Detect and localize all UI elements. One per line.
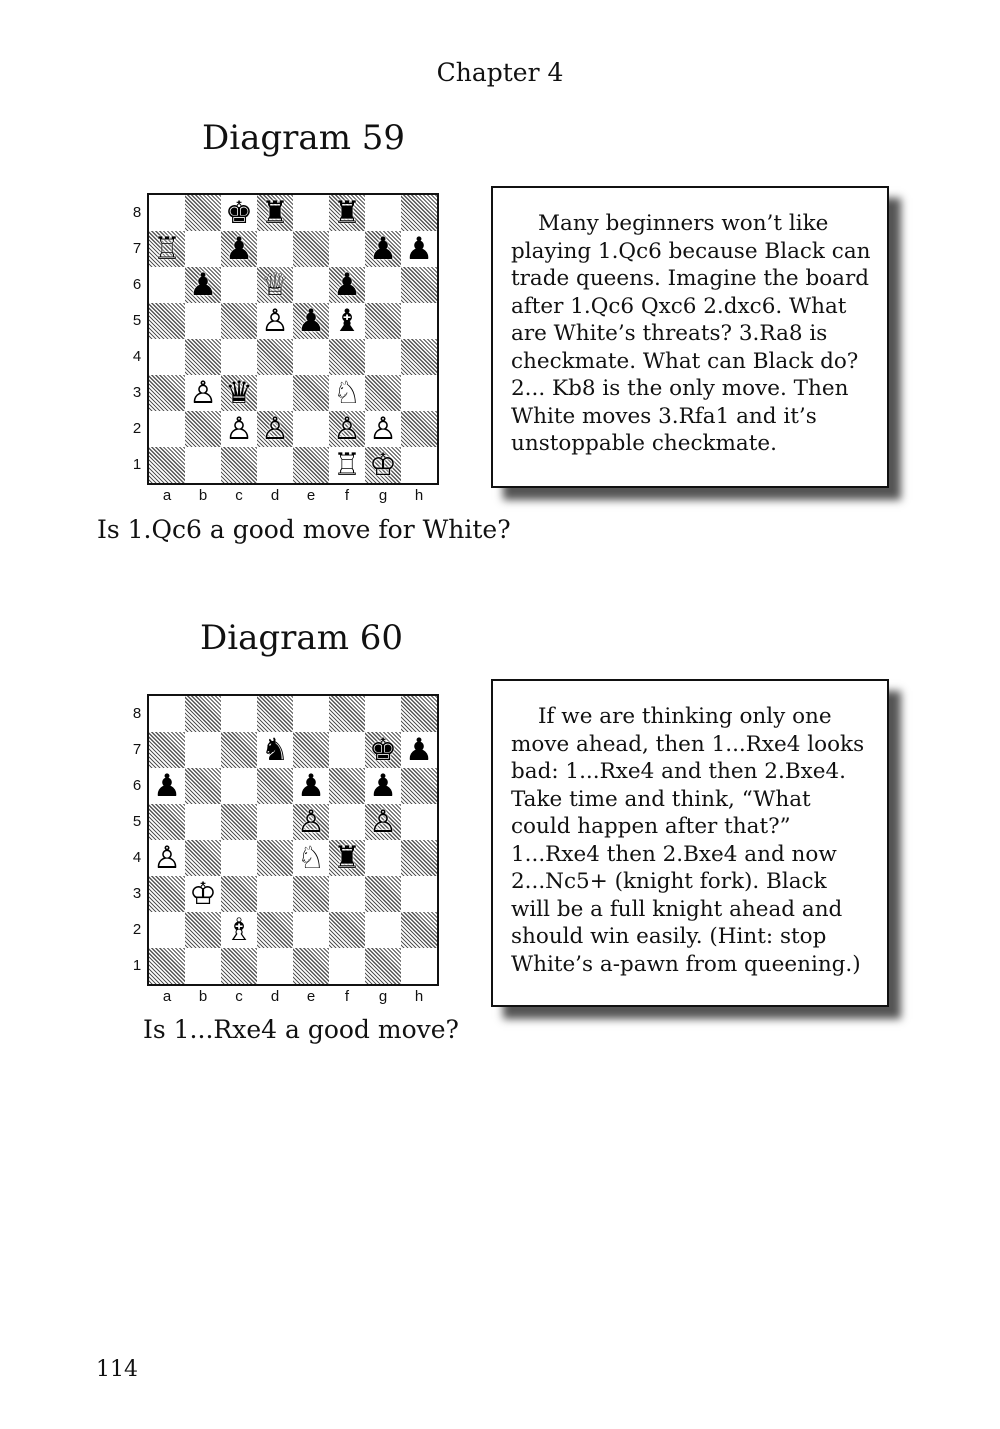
white-knight-icon: ♘ bbox=[333, 375, 361, 411]
square-e2 bbox=[293, 411, 329, 447]
square-f6 bbox=[329, 267, 365, 303]
square-a4 bbox=[149, 840, 185, 876]
black-rook-icon: ♜ bbox=[261, 195, 289, 231]
square-d5 bbox=[257, 804, 293, 840]
chess-board bbox=[147, 193, 439, 485]
square-e6 bbox=[293, 267, 329, 303]
square-e5 bbox=[293, 804, 329, 840]
square-c5 bbox=[221, 303, 257, 339]
rank-label: 6 bbox=[132, 777, 142, 794]
square-b2 bbox=[185, 912, 221, 948]
square-f3 bbox=[329, 375, 365, 411]
square-g7 bbox=[365, 231, 401, 267]
square-c3 bbox=[221, 375, 257, 411]
file-label: c bbox=[235, 487, 243, 504]
square-a8 bbox=[149, 195, 185, 231]
black-bishop-icon: ♝ bbox=[333, 303, 361, 339]
rank-label: 8 bbox=[132, 204, 142, 221]
square-h3 bbox=[401, 375, 437, 411]
file-label: c bbox=[235, 988, 243, 1005]
file-label: e bbox=[306, 988, 316, 1005]
square-d1 bbox=[257, 447, 293, 483]
square-g7 bbox=[365, 732, 401, 768]
rank-label: 3 bbox=[132, 885, 142, 902]
white-pawn-icon: ♙ bbox=[369, 411, 397, 447]
square-h8 bbox=[401, 195, 437, 231]
square-e1 bbox=[293, 948, 329, 984]
square-b2 bbox=[185, 411, 221, 447]
square-b5 bbox=[185, 303, 221, 339]
square-b8 bbox=[185, 696, 221, 732]
commentary-box bbox=[491, 186, 889, 488]
square-e3 bbox=[293, 876, 329, 912]
square-a1 bbox=[149, 447, 185, 483]
black-pawn-icon: ♟ bbox=[369, 768, 397, 804]
square-g5 bbox=[365, 303, 401, 339]
square-e7 bbox=[293, 231, 329, 267]
rank-label: 1 bbox=[132, 456, 142, 473]
file-label: d bbox=[270, 988, 280, 1005]
file-label: a bbox=[162, 988, 172, 1005]
square-d8 bbox=[257, 696, 293, 732]
square-c5 bbox=[221, 804, 257, 840]
square-c7 bbox=[221, 231, 257, 267]
square-c8 bbox=[221, 195, 257, 231]
file-label: f bbox=[344, 988, 350, 1005]
square-e2 bbox=[293, 912, 329, 948]
square-a7 bbox=[149, 231, 185, 267]
square-h2 bbox=[401, 411, 437, 447]
square-f2 bbox=[329, 411, 365, 447]
square-b8 bbox=[185, 195, 221, 231]
diagram-question: Is 1...Rxe4 a good move? bbox=[143, 1015, 459, 1044]
square-a6 bbox=[149, 768, 185, 804]
commentary-box bbox=[491, 679, 889, 1007]
white-pawn-icon: ♙ bbox=[297, 804, 325, 840]
file-label: a bbox=[162, 487, 172, 504]
file-label: f bbox=[344, 487, 350, 504]
square-a5 bbox=[149, 804, 185, 840]
square-c3 bbox=[221, 876, 257, 912]
black-pawn-icon: ♟ bbox=[153, 768, 181, 804]
square-h4 bbox=[401, 339, 437, 375]
black-pawn-icon: ♟ bbox=[297, 303, 325, 339]
square-h5 bbox=[401, 303, 437, 339]
rank-label: 5 bbox=[132, 813, 142, 830]
white-king-icon: ♔ bbox=[189, 876, 217, 912]
page-number: 114 bbox=[96, 1357, 138, 1382]
square-c1 bbox=[221, 948, 257, 984]
square-h5 bbox=[401, 804, 437, 840]
square-c1 bbox=[221, 447, 257, 483]
square-e6 bbox=[293, 768, 329, 804]
square-b1 bbox=[185, 948, 221, 984]
black-rook-icon: ♜ bbox=[333, 195, 361, 231]
square-b3 bbox=[185, 876, 221, 912]
file-label: g bbox=[378, 988, 388, 1005]
square-h1 bbox=[401, 948, 437, 984]
rank-label: 2 bbox=[132, 420, 142, 437]
square-g8 bbox=[365, 195, 401, 231]
black-queen-icon: ♛ bbox=[225, 375, 253, 411]
square-a8 bbox=[149, 696, 185, 732]
white-pawn-icon: ♙ bbox=[261, 411, 289, 447]
square-d7 bbox=[257, 231, 293, 267]
square-g3 bbox=[365, 876, 401, 912]
black-rook-icon: ♜ bbox=[333, 840, 361, 876]
square-h7 bbox=[401, 231, 437, 267]
rank-label: 8 bbox=[132, 705, 142, 722]
square-d3 bbox=[257, 876, 293, 912]
square-c2 bbox=[221, 411, 257, 447]
square-f8 bbox=[329, 696, 365, 732]
white-pawn-icon: ♙ bbox=[261, 303, 289, 339]
square-d4 bbox=[257, 339, 293, 375]
white-pawn-icon: ♙ bbox=[369, 804, 397, 840]
black-pawn-icon: ♟ bbox=[225, 231, 253, 267]
rank-label: 7 bbox=[132, 240, 142, 257]
square-f2 bbox=[329, 912, 365, 948]
square-b4 bbox=[185, 339, 221, 375]
square-d4 bbox=[257, 840, 293, 876]
file-label: h bbox=[414, 487, 424, 504]
square-e8 bbox=[293, 696, 329, 732]
rank-label: 3 bbox=[132, 384, 142, 401]
square-c6 bbox=[221, 267, 257, 303]
square-d2 bbox=[257, 411, 293, 447]
black-knight-icon: ♞ bbox=[261, 732, 289, 768]
square-b6 bbox=[185, 768, 221, 804]
square-e3 bbox=[293, 375, 329, 411]
square-a4 bbox=[149, 339, 185, 375]
square-g6 bbox=[365, 267, 401, 303]
white-pawn-icon: ♙ bbox=[225, 411, 253, 447]
white-rook-icon: ♖ bbox=[333, 447, 361, 483]
black-pawn-icon: ♟ bbox=[333, 267, 361, 303]
square-d3 bbox=[257, 375, 293, 411]
square-g4 bbox=[365, 840, 401, 876]
square-g1 bbox=[365, 948, 401, 984]
square-b4 bbox=[185, 840, 221, 876]
square-d5 bbox=[257, 303, 293, 339]
white-pawn-icon: ♙ bbox=[333, 411, 361, 447]
square-f1 bbox=[329, 948, 365, 984]
square-g8 bbox=[365, 696, 401, 732]
square-d8 bbox=[257, 195, 293, 231]
white-knight-icon: ♘ bbox=[297, 840, 325, 876]
white-pawn-icon: ♙ bbox=[153, 840, 181, 876]
square-g4 bbox=[365, 339, 401, 375]
square-f8 bbox=[329, 195, 365, 231]
square-a3 bbox=[149, 876, 185, 912]
square-g6 bbox=[365, 768, 401, 804]
white-king-icon: ♔ bbox=[369, 447, 397, 483]
black-pawn-icon: ♟ bbox=[405, 231, 433, 267]
black-pawn-icon: ♟ bbox=[297, 768, 325, 804]
square-b5 bbox=[185, 804, 221, 840]
square-a5 bbox=[149, 303, 185, 339]
rank-label: 5 bbox=[132, 312, 142, 329]
square-h6 bbox=[401, 768, 437, 804]
file-label: b bbox=[198, 487, 208, 504]
square-d6 bbox=[257, 768, 293, 804]
square-g1 bbox=[365, 447, 401, 483]
white-queen-icon: ♕ bbox=[261, 267, 289, 303]
square-e8 bbox=[293, 195, 329, 231]
square-c4 bbox=[221, 840, 257, 876]
square-c6 bbox=[221, 768, 257, 804]
file-label: d bbox=[270, 487, 280, 504]
square-b7 bbox=[185, 231, 221, 267]
square-e4 bbox=[293, 840, 329, 876]
square-f4 bbox=[329, 339, 365, 375]
square-g5 bbox=[365, 804, 401, 840]
square-h1 bbox=[401, 447, 437, 483]
square-h3 bbox=[401, 876, 437, 912]
square-e4 bbox=[293, 339, 329, 375]
rank-label: 6 bbox=[132, 276, 142, 293]
square-h4 bbox=[401, 840, 437, 876]
rank-label: 4 bbox=[132, 348, 142, 365]
black-pawn-icon: ♟ bbox=[369, 231, 397, 267]
chess-board bbox=[147, 694, 439, 986]
square-d1 bbox=[257, 948, 293, 984]
white-bishop-icon: ♗ bbox=[225, 912, 253, 948]
square-d6 bbox=[257, 267, 293, 303]
square-f7 bbox=[329, 231, 365, 267]
black-king-icon: ♚ bbox=[225, 195, 253, 231]
commentary-text: Many beginners won’t like playing 1.Qc6 because Black can trade queens. Imagine the board after 1.Qc6 Qxc6 2.dxc6. What are White’s threats? 3.Ra8 is checkmate. What can Black do? 2... Kb8 is the only move. Then White moves 3.Rfa1 and it’s unstoppable checkmate. bbox=[511, 211, 871, 456]
file-label: h bbox=[414, 988, 424, 1005]
square-g3 bbox=[365, 375, 401, 411]
square-a3 bbox=[149, 375, 185, 411]
commentary-text: If we are thinking only one move ahead, then 1...Rxe4 looks bad: 1...Rxe4 and then 2.Bxe4. Take time and think, “What could happen after that?” 1...Rxe4 then 2.Bxe4 and now 2...Nc5+ (knight fork). Black will be a full knight ahead and should win easily. (Hint: stop White’s a-pawn from queening.) bbox=[511, 704, 865, 977]
square-h6 bbox=[401, 267, 437, 303]
file-label: g bbox=[378, 487, 388, 504]
square-e5 bbox=[293, 303, 329, 339]
white-rook-icon: ♖ bbox=[153, 231, 181, 267]
square-a1 bbox=[149, 948, 185, 984]
square-f3 bbox=[329, 876, 365, 912]
diagram-title: Diagram 60 bbox=[200, 618, 404, 658]
square-c7 bbox=[221, 732, 257, 768]
square-c2 bbox=[221, 912, 257, 948]
square-a7 bbox=[149, 732, 185, 768]
diagram-title: Diagram 59 bbox=[202, 118, 406, 158]
square-g2 bbox=[365, 912, 401, 948]
square-h2 bbox=[401, 912, 437, 948]
black-pawn-icon: ♟ bbox=[405, 732, 433, 768]
square-f5 bbox=[329, 804, 365, 840]
rank-label: 4 bbox=[132, 849, 142, 866]
square-b1 bbox=[185, 447, 221, 483]
square-f4 bbox=[329, 840, 365, 876]
square-a2 bbox=[149, 912, 185, 948]
square-h8 bbox=[401, 696, 437, 732]
square-d7 bbox=[257, 732, 293, 768]
square-e7 bbox=[293, 732, 329, 768]
square-b6 bbox=[185, 267, 221, 303]
square-b7 bbox=[185, 732, 221, 768]
black-king-icon: ♚ bbox=[369, 732, 397, 768]
square-b3 bbox=[185, 375, 221, 411]
square-f7 bbox=[329, 732, 365, 768]
black-pawn-icon: ♟ bbox=[189, 267, 217, 303]
square-e1 bbox=[293, 447, 329, 483]
square-f6 bbox=[329, 768, 365, 804]
square-a2 bbox=[149, 411, 185, 447]
rank-label: 1 bbox=[132, 957, 142, 974]
rank-label: 7 bbox=[132, 741, 142, 758]
square-f1 bbox=[329, 447, 365, 483]
file-label: b bbox=[198, 988, 208, 1005]
file-label: e bbox=[306, 487, 316, 504]
square-c8 bbox=[221, 696, 257, 732]
square-g2 bbox=[365, 411, 401, 447]
chapter-heading: Chapter 4 bbox=[436, 58, 564, 87]
square-a6 bbox=[149, 267, 185, 303]
square-c4 bbox=[221, 339, 257, 375]
square-d2 bbox=[257, 912, 293, 948]
square-h7 bbox=[401, 732, 437, 768]
diagram-question: Is 1.Qc6 a good move for White? bbox=[97, 515, 511, 544]
square-f5 bbox=[329, 303, 365, 339]
rank-label: 2 bbox=[132, 921, 142, 938]
white-pawn-icon: ♙ bbox=[189, 375, 217, 411]
